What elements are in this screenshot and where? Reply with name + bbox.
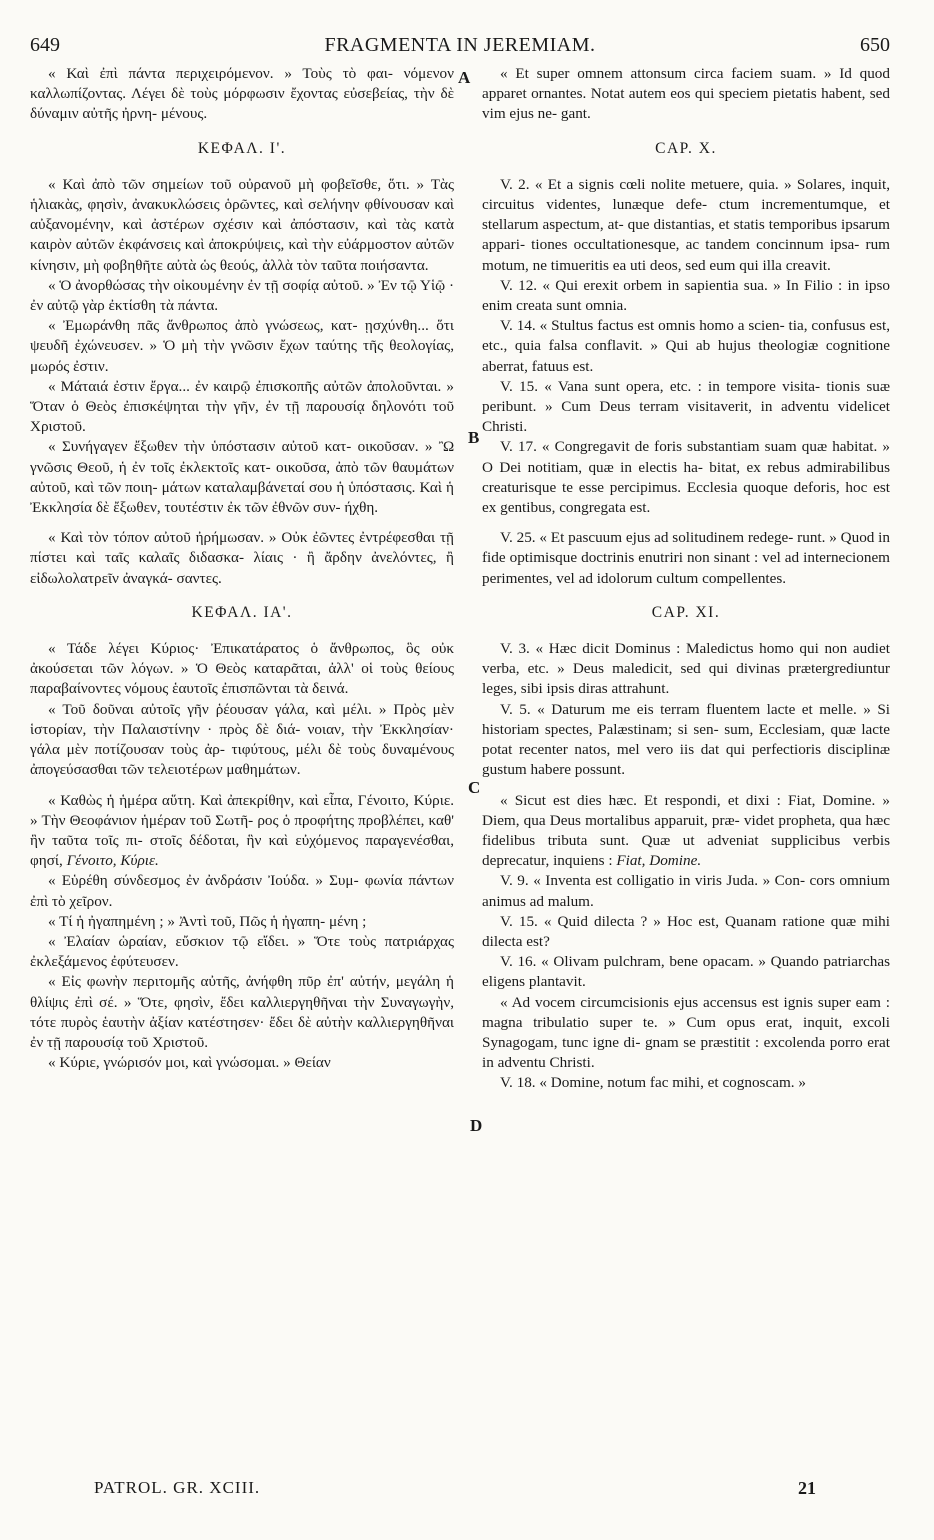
latin-chapter-11-title: CAP. XI. <box>651 603 721 621</box>
latin-paragraph: V. 12. « Qui erexit orbem in sapientia sua. » In Filio : in ipso enim creata sunt omnia. <box>482 276 890 315</box>
greek-italic-phrase: Γένοιτο, Κύριε. <box>66 852 159 870</box>
latin-paragraph: V. 15. « Quid dilecta ? » Hoc est, Quanam ratione quæ mihi dilecta est? <box>482 912 890 950</box>
greek-paragraph: « Εἰς φωνὴν περιτομῆς αὐτῆς, ἀνήφθη πῦρ ἐπ' αὐτήν, μεγάλη ἡ θλίψις ἐπὶ σέ. » Ὅτε, φησὶν, ἔδει καλλιεργηθῆναι τὴν Συναγωγὴν, τότε πυρὸς ἑαυτὴν ἀξίαν κατέστησεν· ἔδει δὲ αὐτὴν καλλιεργηθῆναι ἐν τῇ παρουσίᾳ τοῦ Χριστοῦ. <box>30 973 454 1051</box>
greek-paragraph: « Ὁ ἀνορθώσας τὴν οἰκουμένην ἐν τῇ σοφίᾳ αὐτοῦ. » Ἐν τῷ Υἱῷ · ἐν αὐτῷ γὰρ ἐκτίσθη τὰ πάντα. <box>30 276 454 315</box>
greek-paragraph: « Τάδε λέγει Κύριος· Ἐπικατάρατος ὁ ἄνθρωπος, ὃς οὐκ ἀκούσεται τῶν λόγων. » Ὁ Θεὸς καταρᾶται, ἀλλ' οἱ τοὺς θείους παραβαίνοντες νόμους ἑαυτοῖς ἐπισπῶνται τὰ δεινά. <box>30 640 454 698</box>
footer-signature-number: 21 <box>798 1478 816 1498</box>
latin-paragraph: « Ad vocem circumcisionis ejus accensus est ignis super eam : magna tribulatio super te. » Cum opus erat, inquit, excoli Synagogam, tunc igne di- gnam se præstitit : excolenda porro erat in adventu Christi. <box>482 993 890 1072</box>
greek-paragraph: « Καὶ ἀπὸ τῶν σημείων τοῦ οὐρανοῦ μὴ φοβεῖσθε, ὅτι. » Τὰς ἡλιακὰς, φησὶν, ἀνακυκλώσεις ὁρῶντες, καὶ σελήνην φθίνουσαν καὶ αὐξανομένην, καὶ ἀστέρων σχέσιν καὶ ἀπόστασιν, καὶ τὰς κατὰ καιρὸν αὐτῶν ἐκφάνσεις καὶ ἀποκρύψεις, καὶ τὴν εὐάρμοστον αὐτῶν κίνησιν, μὴ φοβηθῆτε αὐτὰ ὡς θεούς, ἀλλὰ τὸν ταῦτα ποιήσαντα. <box>30 175 454 274</box>
page-number-right: 650 <box>860 34 890 56</box>
latin-paragraph: V. 25. « Et pascuum ejus ad solitudinem redege- runt. » Quod in fide optimisque doctrinis enutriri non sinant : vel ad internecionem perimentes, vel ad idolorum cultum compellentes. <box>482 529 890 587</box>
latin-paragraph <box>482 791 890 872</box>
margin-marker-c: C <box>468 778 481 797</box>
footer-series-label: PATROL. GR. XCIII. <box>94 1478 261 1497</box>
margin-marker-d: D <box>470 1116 483 1135</box>
greek-intro: « Καὶ ἐπὶ πάντα περιχειρόμενον. » Τοὺς τὸ φαι- νόμενον καλλωπίζοντας. Λέγει δὲ τοὺς μόρφωσιν ἔχοντας εὐσεβείας, τὴν δὲ δύναμιν αὐτῆς ἠρνη- μένους. <box>30 65 454 123</box>
greek-chapter-10-title: ΚΕΦΑΛ. Ι'. <box>197 139 287 157</box>
greek-paragraph: « Εὑρέθη σύνδεσμος ἐν ἀνδράσιν Ἰούδα. » Συμ- φωνία πάντων ἐπὶ τὸ χεῖρον. <box>30 872 454 910</box>
greek-paragraph: « Μάταιά ἐστιν ἔργα... ἐν καιρῷ ἐπισκοπῆς αὐτῶν ἀπολοῦνται. » Ὅταν ὁ Θεὸς ἐπισκέψηται τὴν γῆν, ἐν τῇ παρουσίᾳ δηλονότι τοῦ Χριστοῦ. <box>30 377 454 436</box>
latin-column <box>482 64 890 1490</box>
greek-paragraph: « Τοῦ δοῦναι αὐτοῖς γῆν ῥέουσαν γάλα, καὶ μέλι. » Πρὸς μὲν ἱστορίαν, τὴν Παλαιστίνην · πρὸς δὲ διά- νοιαν, τὴν Ἐκκλησίαν· γάλα μὲν ποτίζουσαν τοὺς ἀρ- τιφύτους, μέλι δὲ τοὺς δυναμένους ἀπογεύσασθαι τῶν τελειοτέρων μαθημάτων. <box>30 700 454 779</box>
latin-paragraph: V. 18. « Domine, notum fac mihi, et cognoscam. » <box>500 1074 806 1092</box>
latin-paragraph: V. 15. « Vana sunt opera, etc. : in tempore visita- tionis suæ peribunt. » Cum Deus terram visitaverit, in adventu videlicet Christi. <box>482 377 890 436</box>
greek-paragraph: « Συνήγαγεν ἔξωθεν τὴν ὑπόστασιν αὐτοῦ κατ- οικοῦσαν. » Ὢ γνῶσις Θεοῦ, ἡ ἐν τοῖς ἐκλεκτοῖς κατ- οικοῦσα, ἀπὸ τῶν θαυμάτων αὐτοῦ, καὶ τῶν ποιη- μάτων καταλαμβάνεταί σου ἡ ὑπόστασις. Καὶ ἡ Ἐκκλησία δὲ ἔξωθεν, τουτέστιν ἐκ τῶν ἐθνῶν συν- ήχθη. <box>30 438 454 517</box>
margin-marker-a: A <box>458 68 471 87</box>
page-header <box>30 34 890 60</box>
greek-paragraph: « Καὶ τὸν τόπον αὐτοῦ ἠρήμωσαν. » Οὐκ ἐῶντες ἐντρέφεσθαι τῇ πίστει καὶ ταῖς καλαῖς διδασκα- λίαις · ἢ ἄρδην ἀνελόντες, ἢ εἰδωλολατρεῖν ἀναγκά- σαντες. <box>30 529 454 587</box>
latin-paragraph: V. 16. « Olivam pulchram, bene opacam. » Quando patriarchas eligens plantavit. <box>482 953 890 991</box>
greek-paragraph: « Τί ἡ ἠγαπημένη ; » Ἀντὶ τοῦ, Πῶς ἡ ἠγαπη- μένη ; <box>48 912 367 930</box>
page-number-left: 649 <box>30 34 60 56</box>
latin-paragraph: V. 14. « Stultus factus est omnis homo a scien- tia, confusus est, etc., quia falsa conflavit. » Qui ab hujus theologiæ cognitione aberrat, fatuus est. <box>482 317 890 375</box>
greek-paragraph: « Ἐμωράνθη πᾶς ἄνθρωπος ἀπὸ γνώσεως, κατ- ῃσχύνθη... ὅτι ψευδῆ ἐχώνευσεν. » Ὁ μὴ τὴν γνῶσιν ἔχων ταύτης τῆς θεολογίας, μωρός ἐστιν. <box>30 317 454 375</box>
latin-paragraph: V. 5. « Daturum me eis terram fluentem lacte et melle. » Si historiam spectes, Palæstinam; si sen- sum, Ecclesiam, quæ lacte potat recenter natos, mel vero iis dat qui perfectioris disciplinæ gustum habere possunt. <box>482 700 890 779</box>
latin-chapter-10-title: CAP. X. <box>655 139 717 157</box>
greek-paragraph: « Κύριε, γνώρισόν μοι, καὶ γνώσομαι. » Θείαν <box>48 1054 331 1072</box>
greek-paragraph-text: « Καθὼς ἡ ἡμέρα αὕτη. Καὶ ἀπεκρίθην, καὶ εἶπα, Γένοιτο, Κύριε. » Τὴν Θεοφάνιον ἡμέραν τοῦ Σωτῆ- ρος ὁ προφήτης προβλέπει, καθ' ἣν ταῦτα τοῖς πι- στοῖς δέδοται, ἣν καὶ εὐχόμενος παραγενέσθαι, φησί, <box>30 791 454 870</box>
latin-paragraph: V. 9. « Inventa est colligatio in viris Juda. » Con- cors omnium animus ad malum. <box>482 872 890 910</box>
greek-chapter-11-title: ΚΕΦΑΛ. ΙΑ'. <box>191 603 293 621</box>
running-title: FRAGMENTA IN JEREMIAM. <box>324 34 596 56</box>
greek-paragraph <box>30 791 454 872</box>
latin-paragraph: V. 2. « Et a signis cœli nolite metuere, quia. » Solares, inquit, circuitus videntes, lunæque defe- ctum incrementumque, et stellarum aspectum, at- que distantias, et statis temporibus ipsarum appari- tiones occultationesque, ac tandem concinnum ipsa- rum motum, ne timueritis ea uti deos, sed eum qui illa creavit. <box>482 175 890 274</box>
latin-intro: « Et super omnem attonsum circa faciem suam. » Id quod apparet ornantes. Notat autem eos qui speciem pietatis habent, sed vim ejus ne- gant. <box>482 65 890 123</box>
latin-italic-phrase: Fiat, Domine. <box>616 852 702 870</box>
latin-paragraph-text: « Sicut est dies hæc. Et respondi, et dixi : Fiat, Domine. » Diem, qua Deus mortalibus apparuit, præ- videt propheta, qua hæc fidelibus tributa sunt. Quæ ut adveniat supplicibus verbis deprecatur, inquiens : <box>482 791 890 870</box>
margin-marker-b: B <box>468 428 480 447</box>
greek-column <box>30 64 454 1490</box>
latin-paragraph: V. 17. « Congregavit de foris substantiam suam quæ habitat. » O Dei notitiam, quæ in electis ha- bitat, ex rebus admirabilibus creaturisque te esse percipimus. Ecclesia quoque deforis, hoc est ex gentibus, congregata est. <box>482 438 890 517</box>
greek-paragraph: « Ἐλαίαν ὡραίαν, εὔσκιον τῷ εἴδει. » Ὅτε τοὺς πατριάρχας ἐκλεξάμενος ἐφύτευσεν. <box>30 932 454 971</box>
latin-paragraph: V. 3. « Hæc dicit Dominus : Maledictus homo qui non audiet verba, etc. » Deus maledicit, sed qui divinas prætergrediuntur leges, sibi ipsis diras attrahunt. <box>482 640 890 698</box>
